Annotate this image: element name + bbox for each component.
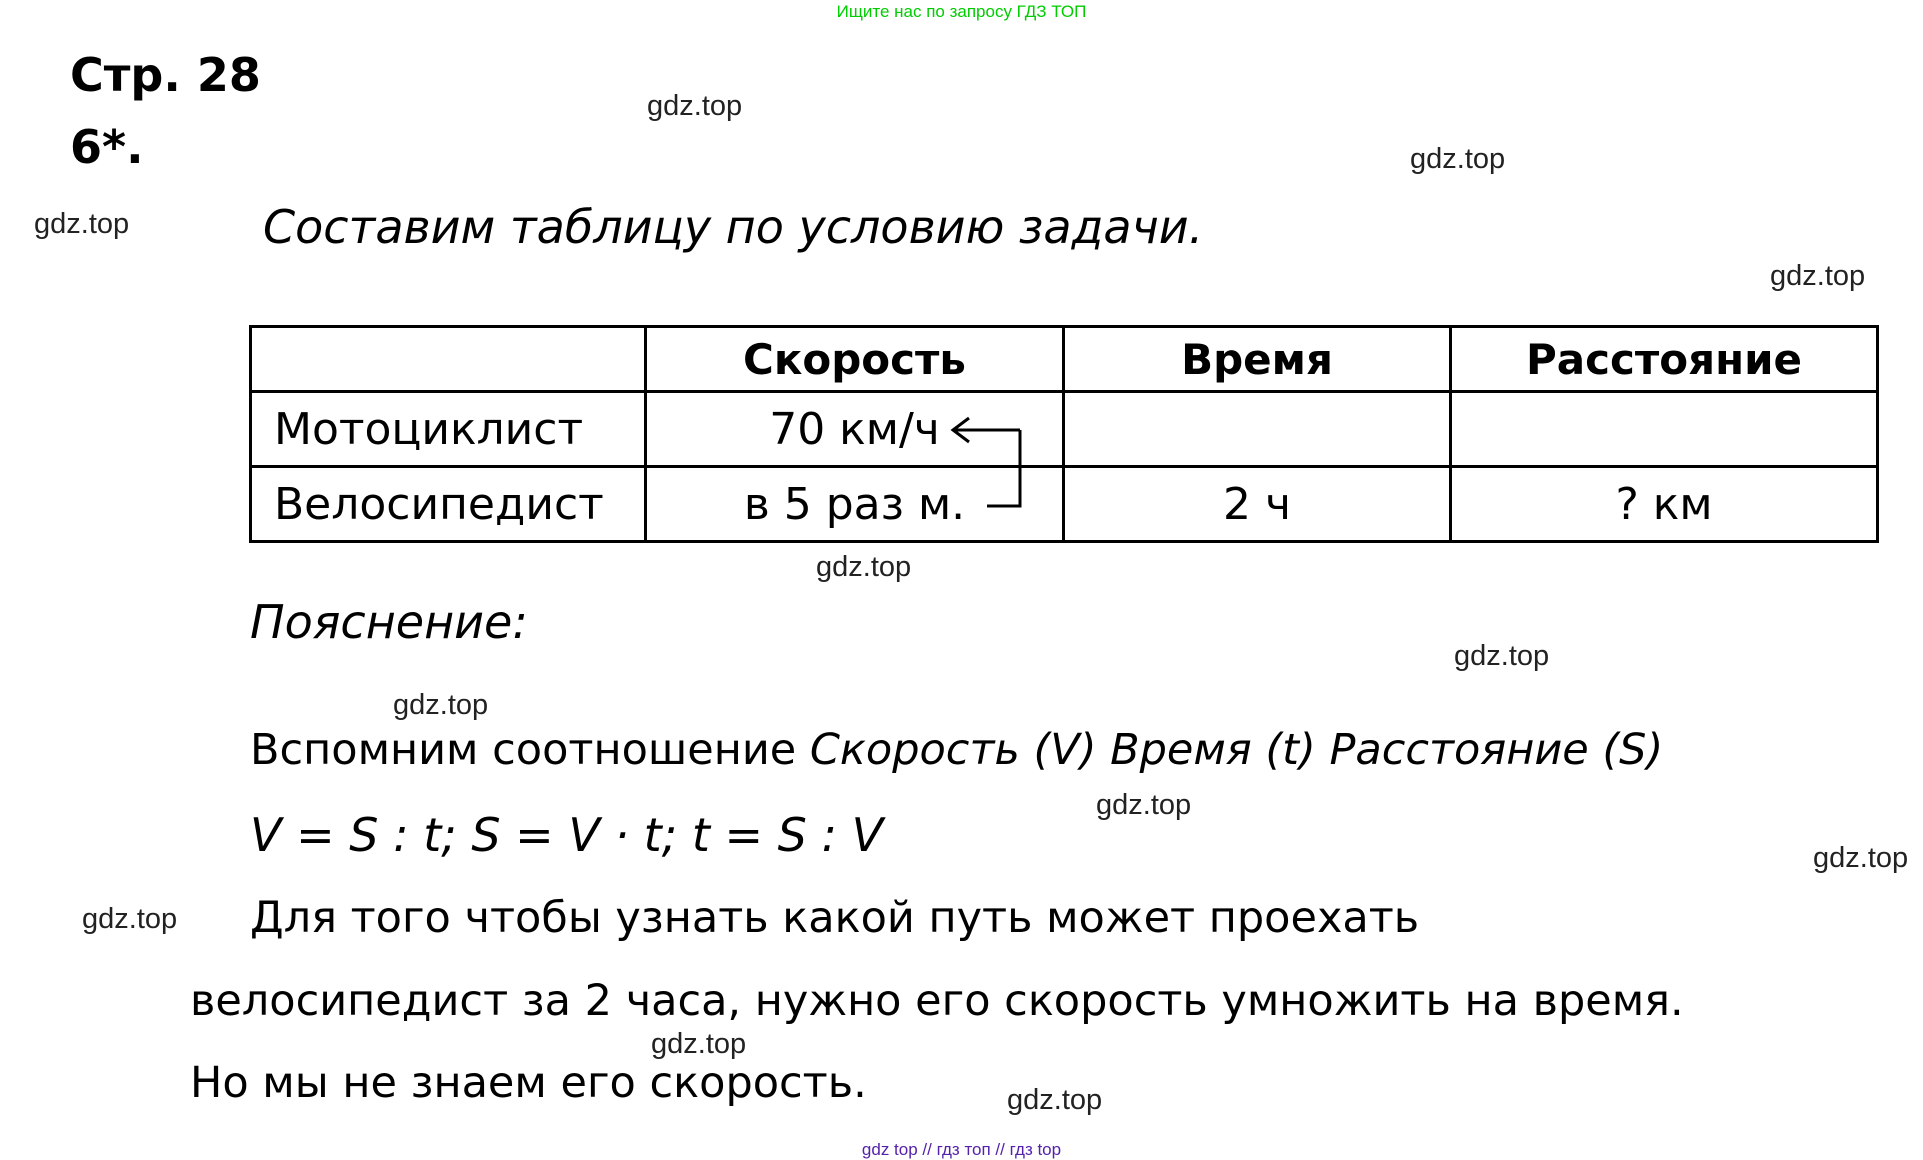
watermark: gdz.top <box>1770 260 1866 292</box>
relation-prefix: Вспомним соотношение <box>250 725 810 775</box>
task-number: 6*. <box>70 120 144 174</box>
watermark: gdz.top <box>82 903 178 935</box>
cell-distance-cyclist: ? км <box>1451 467 1878 542</box>
intro-text: Составим таблицу по условию задачи. <box>263 200 1204 254</box>
cell-time-motorcyclist <box>1064 392 1451 467</box>
paragraph-line-2: велосипедист за 2 часа, нужно его скорость умножить на время. <box>190 976 1684 1026</box>
watermark: gdz.top <box>1096 789 1192 821</box>
row-label-cyclist: Велосипедист <box>251 467 646 542</box>
table-header-distance: Расстояние <box>1451 327 1878 392</box>
relation-terms: Скорость (V) Время (t) Расстояние (S) <box>809 725 1664 775</box>
top-banner[interactable]: Ищите нас по запросу ГДЗ ТОП <box>836 2 1087 21</box>
paragraph-line-3: Но мы не знаем его скорость. <box>190 1058 867 1108</box>
table-row <box>251 392 1878 467</box>
row-label-motorcyclist: Мотоциклист <box>251 392 646 467</box>
table-header-time: Время <box>1064 327 1451 392</box>
watermark: gdz.top <box>1454 640 1550 672</box>
formulas: V = S : t; S = V · t; t = S : V <box>250 808 884 862</box>
watermark: gdz.top <box>1007 1084 1103 1116</box>
watermark: gdz.top <box>393 689 489 721</box>
page-heading: Стр. 28 <box>70 48 261 102</box>
task-table <box>249 325 1879 543</box>
arrow-icon <box>945 410 1025 520</box>
watermark: gdz.top <box>647 90 743 122</box>
relation-line <box>250 725 1663 775</box>
paragraph-line-1: Для того чтобы узнать какой путь может проехать <box>250 893 1420 943</box>
cell-speed-motorcyclist: 70 км/ч <box>646 392 1064 467</box>
watermark: gdz.top <box>1410 143 1506 175</box>
table-header-empty <box>251 327 646 392</box>
watermark: gdz.top <box>816 551 912 583</box>
table-header-row <box>251 327 1878 392</box>
cell-distance-motorcyclist <box>1451 392 1878 467</box>
cell-time-cyclist: 2 ч <box>1064 467 1451 542</box>
table-header-speed: Скорость <box>646 327 1064 392</box>
bottom-banner[interactable]: gdz top // гдз топ // гдз top <box>861 1140 1062 1159</box>
watermark: gdz.top <box>34 208 130 240</box>
explanation-label: Пояснение: <box>250 595 528 649</box>
watermark: gdz.top <box>1813 842 1909 874</box>
watermark: gdz.top <box>651 1028 747 1060</box>
cell-speed-cyclist: в 5 раз м. <box>646 467 1064 542</box>
table-row <box>251 467 1878 542</box>
